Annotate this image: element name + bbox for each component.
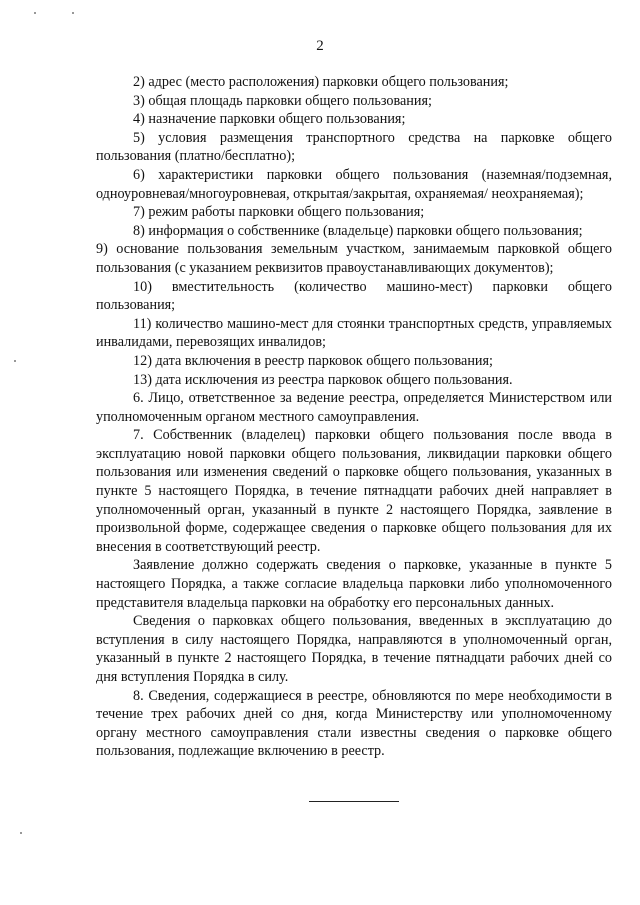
list-item-area: 3) общая площадь парковки общего пользования; — [133, 92, 432, 109]
list-item-owner-info: 8) информация о собственнике (владельце) парковки общего пользования; — [133, 222, 583, 239]
scan-mark — [72, 12, 74, 14]
page-number: 2 — [316, 38, 324, 54]
end-of-document-line — [309, 801, 399, 802]
list-item-address: 2) адрес (место расположения) парковки общего пользования; — [133, 74, 509, 90]
list-item-inclusion-date: 12) дата включения в реестр парковок общего пользования; — [133, 352, 493, 369]
list-item-characteristics: 6) характеристики парковки общего пользования (наземная/подземная, одноуровневая/многоуровневая, открытая/закрытая, охраняемая/ неохраняемая); — [96, 166, 612, 202]
application-content-paragraph: Заявление должно содержать сведения о парковке, указанные в пункте 5 настоящего Порядка, а также согласие владельца парковки либо уполномоченного представителя владельца парковки на обработку его персональных данных. — [96, 557, 612, 611]
scan-mark — [20, 832, 22, 834]
existing-parkings-paragraph: Сведения о парковках общего пользования, введенных в эксплуатацию до вступления в силу настоящего Порядка, направляются в уполномоченный орган, указанный в пункте 2 настоящего Порядка, в течение пятнадцати рабочих дней со дня вступления Порядка в силу. — [96, 613, 612, 685]
clause-7-paragraph: 7. Собственник (владелец) парковки общего пользования после ввода в эксплуатацию новой парковки общего пользования, ликвидации парковки общего пользования или изменения сведений о парковке общего пользования, указанных в пункте 5 настоящего Порядка, в течение пятнадцати рабочих дней направляет в уполномоченный орган, указанный в пункте 2 настоящего Порядка, заявление в произвольной форме, содержащее сведения о парковке общего пользования для их внесения в соответствующий реестр. — [96, 427, 612, 555]
scan-mark — [14, 360, 16, 362]
list-item-purpose: 4) назначение парковки общего пользования; — [133, 111, 406, 128]
clause-6-paragraph: 6. Лицо, ответственное за ведение реестра, определяется Министерством или уполномоченным органом местного самоуправления. — [96, 390, 612, 425]
list-item-capacity: 10) вместительность (количество машино-мест) парковки общего пользования; — [96, 278, 612, 314]
list-item-exclusion-date: 13) дата исключения из реестра парковок общего пользования. — [133, 371, 513, 388]
document-body — [96, 73, 612, 761]
list-item-placement-conditions: 5) условия размещения транспортного средства на парковке общего пользования (платно/бесплатно); — [96, 129, 612, 165]
list-item-land-basis: 9) основание пользования земельным участком, занимаемым парковкой общего пользования (с указанием реквизитов правоустанавливающих документов); — [96, 241, 612, 276]
list-item-disabled-spaces: 11) количество машино-мест для стоянки транспортных средств, управляемых инвалидами, перевозящих инвалидов; — [96, 315, 612, 351]
list-item-working-hours: 7) режим работы парковки общего пользования; — [133, 204, 425, 221]
scan-mark — [34, 12, 36, 14]
clause-8-paragraph: 8. Сведения, содержащиеся в реестре, обновляются по мере необходимости в течение трех рабочих дней со дня, когда Министерству или уполномоченному органу местного самоуправления стали известны сведения о парковке общего пользования, подлежащие включению в реестр. — [96, 687, 612, 760]
